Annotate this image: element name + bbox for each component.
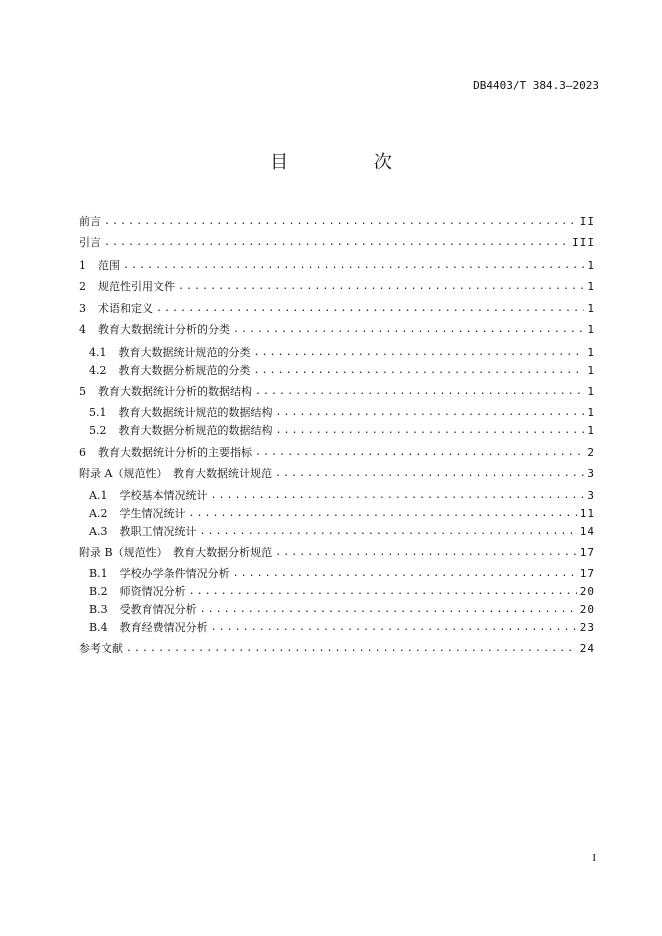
toc-entry-label: 前言	[79, 215, 101, 228]
toc-leader-dots	[210, 490, 584, 501]
toc-entry-page: 3	[587, 466, 595, 480]
toc-leader-dots	[188, 508, 576, 519]
toc-entry[interactable]	[79, 544, 595, 560]
toc-entry-label: 教育大数据分析规范的分类	[118, 364, 251, 377]
toc-entry-number: A.2	[89, 507, 108, 520]
toc-leader-dots	[211, 622, 577, 633]
toc-entry[interactable]	[89, 565, 595, 581]
toc-entry-page: 14	[579, 524, 595, 538]
toc-entry-page: 1	[587, 258, 595, 272]
toc-entry-label: 规范性引用文件	[98, 280, 175, 293]
toc-entry-number: 2	[79, 280, 86, 293]
toc-entry-title	[79, 257, 120, 273]
toc-entry-title	[89, 404, 273, 420]
toc-entry-number: 5.1	[89, 406, 107, 419]
toc-entry[interactable]	[79, 278, 595, 294]
toc-entry-title	[89, 422, 273, 438]
toc-entry-label: 引言	[79, 236, 101, 249]
toc-leader-dots	[156, 303, 584, 314]
toc-entry[interactable]	[79, 300, 595, 316]
toc-leader-dots	[104, 216, 577, 227]
toc-entry[interactable]	[89, 523, 595, 539]
toc-entry-title	[89, 362, 251, 378]
toc-leader-dots	[255, 386, 584, 397]
toc-entry-page: 1	[587, 301, 595, 315]
toc-entry-page: 1	[587, 423, 595, 437]
toc-entry-title	[79, 383, 252, 399]
toc-entry[interactable]	[89, 505, 595, 521]
toc-entry-label: 教育大数据统计分析的主要指标	[98, 446, 252, 459]
page-number: I	[592, 852, 596, 864]
toc-entry[interactable]	[89, 404, 595, 420]
toc-entry[interactable]	[89, 619, 595, 635]
toc-entry-label: 参考文献	[79, 642, 123, 655]
toc-entry-label: 附录 B（规范性） 教育大数据分析规范	[79, 546, 273, 559]
toc-entry-label: 教育大数据统计分析的数据结构	[98, 385, 252, 398]
toc-entry-number: 1	[79, 259, 86, 272]
toc-entry[interactable]	[79, 640, 595, 656]
toc-entry-number: B.2	[89, 585, 108, 598]
toc-entry-title	[89, 523, 196, 539]
toc-leader-dots	[276, 407, 585, 418]
toc-entry-page: 20	[579, 602, 595, 616]
toc-entry-number: 3	[79, 302, 86, 315]
toc-entry-page: II	[579, 214, 595, 228]
toc-entry-number: 5.2	[89, 424, 107, 437]
toc-leader-dots	[123, 260, 584, 271]
toc-leader-dots	[254, 365, 585, 376]
toc-entry-number: B.1	[89, 567, 108, 580]
toc-leader-dots	[255, 447, 584, 458]
toc-entry-page: 1	[587, 384, 595, 398]
toc-entry-label: 术语和定义	[98, 302, 153, 315]
toc-entry[interactable]	[79, 465, 595, 481]
toc-leader-dots	[178, 281, 584, 292]
toc-entry-page: 1	[587, 322, 595, 336]
toc-entry[interactable]	[79, 257, 595, 273]
toc-entry[interactable]	[89, 601, 595, 617]
toc-entry-number: 5	[79, 385, 86, 398]
toc-entry-page: 1	[587, 345, 595, 359]
toc-entry-page: 17	[579, 566, 595, 580]
toc-entry-label: 教育经费情况分析	[119, 621, 208, 634]
toc-entry-label: 学校基本情况统计	[119, 489, 208, 502]
toc-entry-label: 教职工情况统计	[119, 525, 197, 538]
toc-entry-title	[79, 234, 101, 250]
toc-entry-title	[89, 344, 251, 360]
toc-entry-title	[79, 640, 123, 656]
toc-entry-page: 1	[587, 279, 595, 293]
document-id: DB4403/T 384.3—2023	[473, 79, 599, 92]
toc-entry-title	[79, 213, 101, 229]
toc-leader-dots	[199, 526, 576, 537]
toc-leader-dots	[200, 604, 577, 615]
toc-entry-title	[79, 321, 230, 337]
toc-entry-label: 学生情况统计	[119, 507, 186, 520]
toc-entry[interactable]	[79, 383, 595, 399]
toc-leader-dots	[276, 425, 585, 436]
toc-entry-label: 附录 A（规范性） 教育大数据统计规范	[79, 467, 272, 480]
toc-entry-number: 4	[79, 323, 86, 336]
toc-entry[interactable]	[89, 422, 595, 438]
toc-entry-page: 1	[587, 405, 595, 419]
toc-entry-label: 教育大数据分析规范的数据结构	[118, 424, 273, 437]
toc-entry-number: A.3	[89, 525, 108, 538]
toc-entry-title	[79, 278, 175, 294]
toc-entry-title	[79, 465, 272, 481]
toc-entry-title	[89, 601, 197, 617]
toc-leader-dots	[233, 568, 577, 579]
toc-entry-page: 1	[587, 363, 595, 377]
toc-entry-label: 教育大数据统计规范的数据结构	[118, 406, 273, 419]
toc-entry-page: 2	[587, 445, 595, 459]
toc-leader-dots	[275, 468, 584, 479]
toc-entry-number: A.1	[89, 489, 108, 502]
toc-entry-label: 师资情况分析	[119, 585, 186, 598]
toc-leader-dots	[104, 237, 569, 248]
toc-entry-page: 20	[579, 584, 595, 598]
toc-entry-title	[79, 544, 272, 560]
toc-entry[interactable]	[89, 583, 595, 599]
toc-entry[interactable]	[89, 344, 595, 360]
toc-entry-label: 教育大数据统计规范的分类	[118, 346, 251, 359]
toc-entry-title	[89, 505, 185, 521]
toc-entry-title	[89, 565, 230, 581]
toc-entry-number: B.4	[89, 621, 108, 634]
toc-entry[interactable]	[79, 444, 595, 460]
toc-entry-page: 23	[579, 620, 595, 634]
toc-leader-dots	[189, 586, 577, 597]
toc-entry-label: 受教育情况分析	[119, 603, 197, 616]
toc-entry-title	[79, 300, 153, 316]
toc-entry-page: 3	[587, 488, 595, 502]
toc-entry[interactable]	[79, 234, 595, 250]
toc-entry-title	[89, 619, 208, 635]
toc-entry-title	[89, 487, 207, 503]
toc-entry-number: B.3	[89, 603, 108, 616]
toc-leader-dots	[275, 547, 577, 558]
toc-entry-page: 24	[579, 641, 595, 655]
toc-entry-label: 学校办学条件情况分析	[119, 567, 230, 580]
toc-entry-number: 4.1	[89, 346, 107, 359]
toc-entry-page: 17	[579, 545, 595, 559]
toc-entry-title	[79, 444, 252, 460]
page-title: 目 次	[270, 152, 432, 173]
toc-entry-number: 4.2	[89, 364, 107, 377]
toc-entry-label: 教育大数据统计分析的分类	[98, 323, 230, 336]
toc-entry[interactable]	[89, 362, 595, 378]
toc-entry-page: 11	[579, 506, 595, 520]
toc-leader-dots	[233, 324, 584, 335]
toc-entry[interactable]	[79, 321, 595, 337]
toc-entry-page: III	[572, 235, 595, 249]
toc-entry-label: 范围	[98, 259, 120, 272]
toc-leader-dots	[126, 643, 577, 654]
toc-leader-dots	[254, 347, 585, 358]
toc-entry-number: 6	[79, 446, 86, 459]
toc-entry-title	[89, 583, 186, 599]
toc-entry[interactable]	[89, 487, 595, 503]
toc-entry[interactable]	[79, 213, 595, 229]
